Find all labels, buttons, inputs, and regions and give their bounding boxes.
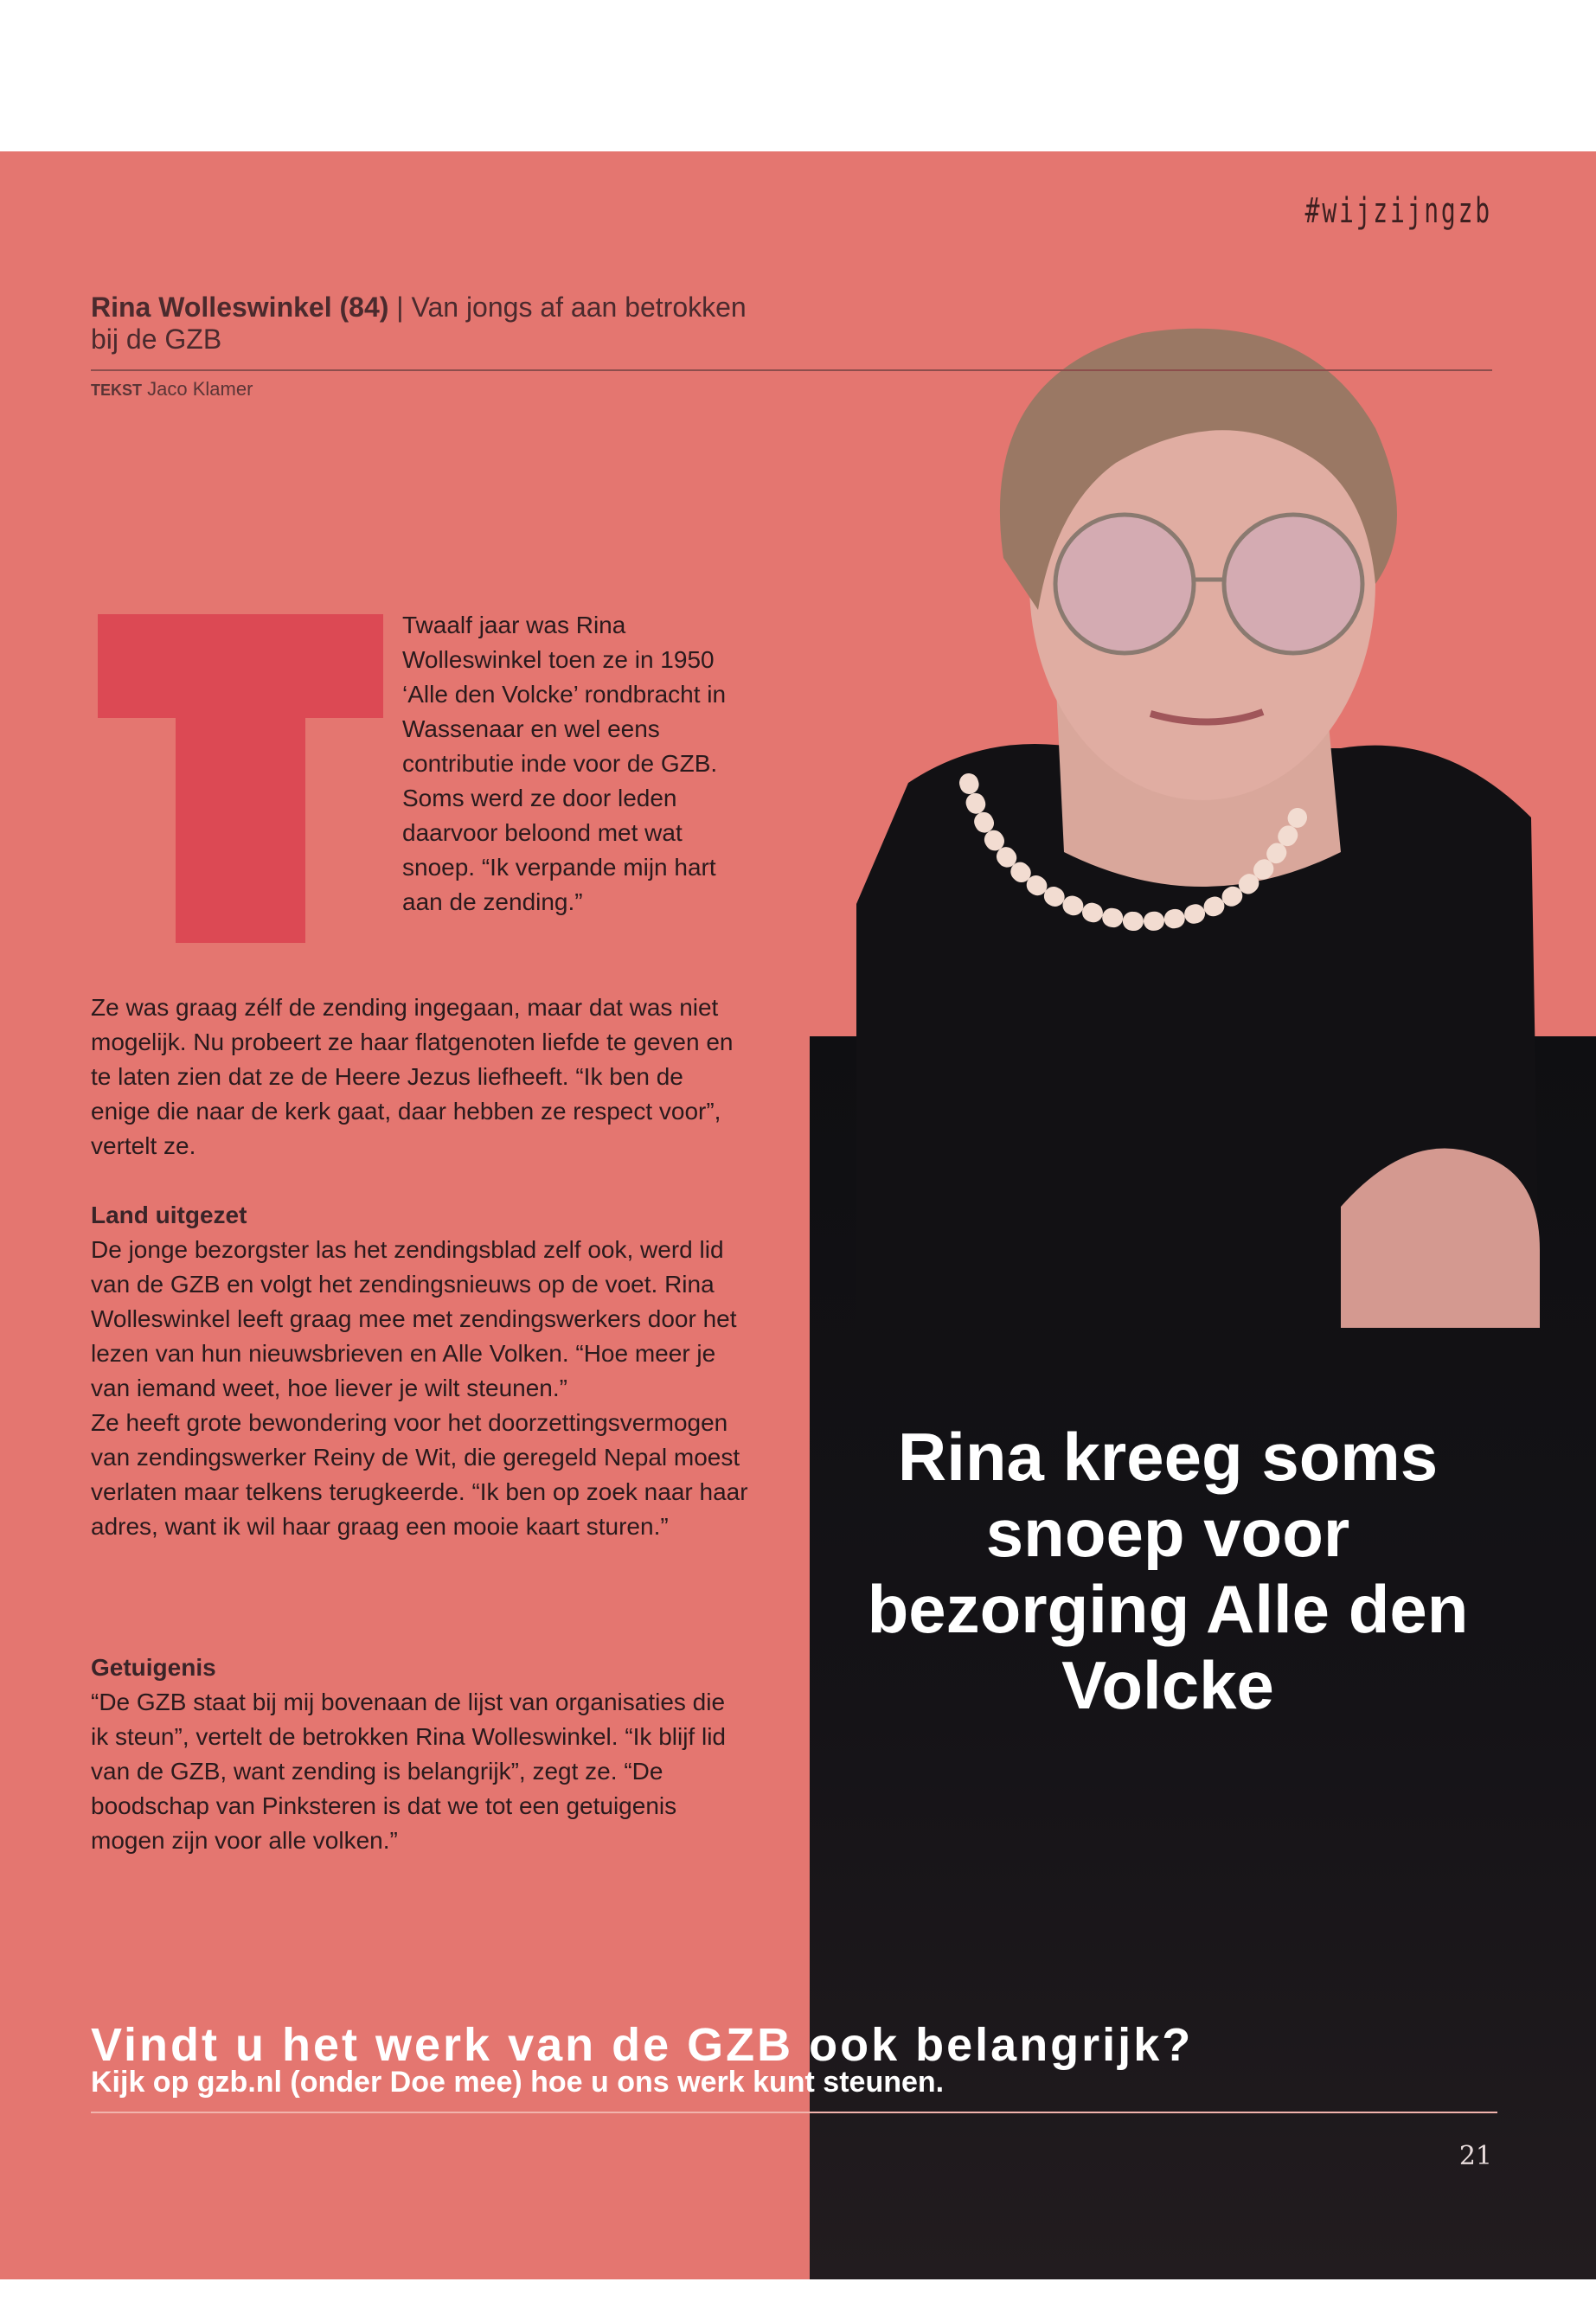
section-heading: Land uitgezet (91, 1202, 247, 1228)
section-heading: Getuigenis (91, 1654, 216, 1681)
cta-subline: Kijk op gzb.nl (onder Doe mee) hoe u ons werk kunt steunen. (91, 2066, 945, 2099)
article-kicker (91, 292, 748, 356)
drop-cap-t (98, 614, 383, 943)
intro-paragraph: Twaalf jaar was Rina Wolleswinkel toen ze in 1950 ‘Alle den Volcke’ rondbracht in Wassenaar en wel eens contributie inde voor de GZB. Soms werd ze door leden daarvoor beloond met wat snoep. “Ik verpande mijn hart aan de zending.” (402, 612, 727, 915)
kicker-separator: | (388, 292, 412, 323)
byline-author: Jaco Klamer (147, 378, 253, 400)
subject-name: Rina Wolleswinkel (84) (91, 292, 389, 323)
page-number: 21 (1458, 2141, 1492, 2171)
pull-quote: Rina kreeg soms snoep voor bezorging Alle den Volcke (867, 1419, 1469, 1723)
hashtag: #wijzijngzb (1304, 191, 1492, 231)
cta-headline: Vindt u het werk van de GZB ook belangrijk? (91, 2019, 1194, 2071)
kicker-subtitle: Van jongs af aan betrokken bij de GZB (91, 292, 747, 355)
paragraph: De jonge bezorgster las het zendingsblad zelf ook, werd lid van de GZB en volgt het zendingsnieuws op de voet. Rina Wolleswinkel leeft graag mee met zendingswerkers door het lezen van hun nieuwsbrieven en Alle Volken. “Hoe meer je van iemand weet, hoe liever je wilt steunen.” (91, 1236, 737, 1401)
paragraph: Ze heeft grote bewondering voor het doorzettingsvermogen van zendingswerker Reiny de Wit, die geregeld Nepal moest verlaten maar telkens terugkeerde. “Ik ben op zoek naar haar adres, want ik wil haar graag een mooie kaart sturen.” (91, 1409, 748, 1540)
paragraph: Ze was graag zélf de zending ingegaan, maar dat was niet mogelijk. Nu probeert ze haar flatgenoten liefde te geven en te laten zien dat ze de Heere Jezus liefheeft. “Ik ben de enige die naar de kerk gaat, daar hebben ze respect voor”, vertelt ze. (91, 994, 734, 1159)
cta-divider (91, 2112, 1497, 2113)
header-divider (91, 369, 1492, 371)
portrait-illustration (856, 298, 1540, 1328)
byline (91, 378, 253, 401)
magazine-page (0, 151, 1596, 2279)
paragraph: “De GZB staat bij mij bovenaan de lijst van organisaties die ik steun”, vertelt de betrokken Rina Wolleswinkel. “Ik blijf lid van de GZB, want zending is belangrijk”, zegt ze. “De boodschap van Pinksteren is dat we tot een getuigenis mogen zijn voor alle volken.” (91, 1689, 727, 1854)
section-land-uitgezet (91, 1198, 748, 1544)
body-paragraph-1 (91, 990, 748, 1163)
byline-label: TEKST (91, 381, 143, 399)
section-getuigenis (91, 1650, 748, 1858)
